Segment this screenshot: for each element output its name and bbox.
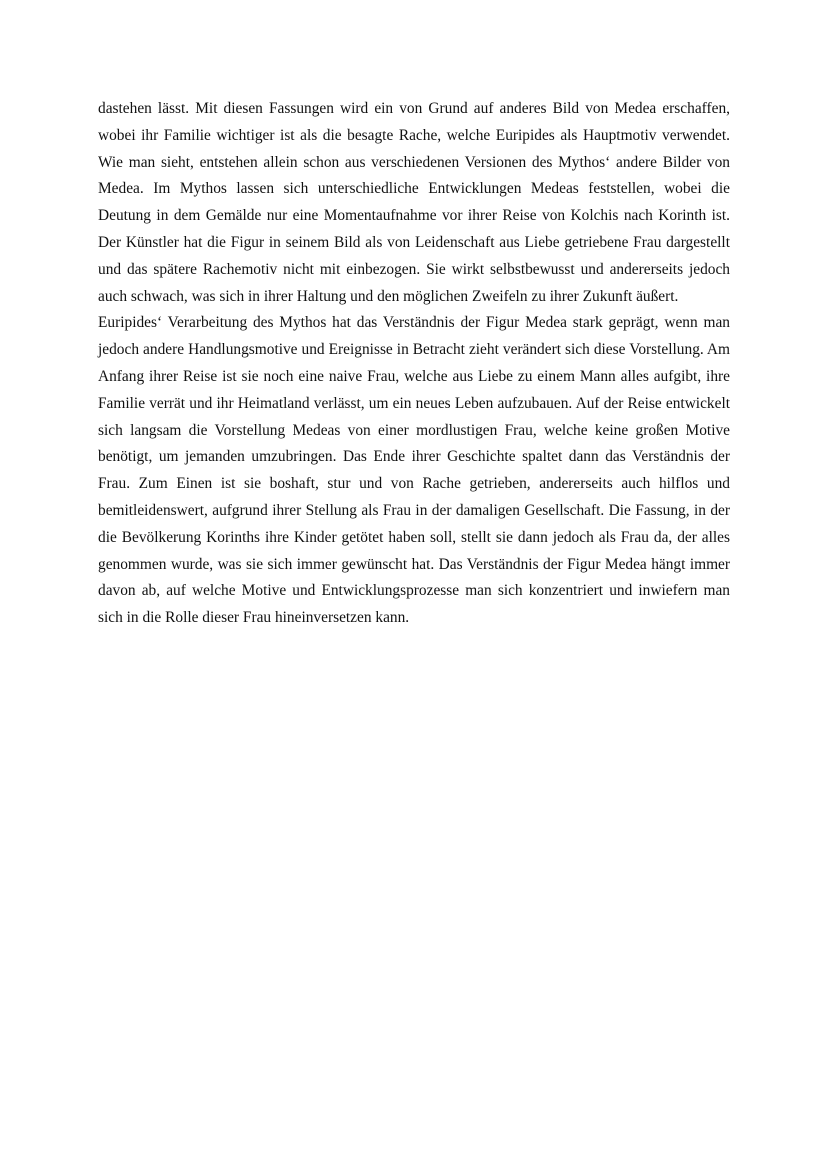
paragraph-2: Euripides‘ Verarbeitung des Mythos hat das Verständnis der Figur Medea stark geprägt, wenn man jedoch andere Handlungsmotive und Ereignisse in Betracht zieht verändert sich diese Vorstellung. Am Anfang ihrer Reise ist sie noch eine naive Frau, welche aus Liebe zu einem Mann alles aufgibt, ihre Familie verrät und ihr Heimatland verlässt, um ein neues Leben aufzubauen. Auf der Reise entwickelt sich langsam die Vorstellung Medeas von einer mordlustigen Frau, welche keine großen Motive benötigt, um jemanden umzubringen. Das Ende ihrer Geschichte spaltet dann das Verständnis der Frau. Zum Einen ist sie boshaft, stur und von Rache getrieben, andererseits auch hilflos und bemitleidenswert, aufgrund ihrer Stellung als Frau in der damaligen Gesellschaft. Die Fassung, in der die Bevölkerung Korinths ihre Kinder getötet haben soll, stellt sie dann jedoch als Frau da, der alles genommen wurde, was sie sich immer gewünscht hat. Das Verständnis der Figur Medea hängt immer davon ab, auf welche Motive und Entwicklungsprozesse man sich konzentriert und inwiefern man sich in die Rolle dieser Frau hineinversetzen kann. (98, 314, 730, 627)
document-page (98, 96, 730, 632)
paragraph-1: dastehen lässt. Mit diesen Fassungen wird ein von Grund auf anderes Bild von Medea erschaffen, wobei ihr Familie wichtiger ist als die besagte Rache, welche Euripides als Hauptmotiv verwendet. Wie man sieht, entstehen allein schon aus verschiedenen Versionen des Mythos‘ andere Bilder von Medea. Im Mythos lassen sich unterschiedliche Entwicklungen Medeas feststellen, wobei die Deutung in dem Gemälde nur eine Momentaufnahme vor ihrer Reise von Kolchis nach Korinth ist. Der Künstler hat die Figur in seinem Bild als von Leidenschaft aus Liebe getriebene Frau dargestellt und das spätere Rachemotiv nicht mit einbezogen. Sie wirkt selbstbewusst und andererseits jedoch auch schwach, was sich in ihrer Haltung und den möglichen Zweifeln zu ihrer Zukunft äußert. (98, 100, 730, 305)
